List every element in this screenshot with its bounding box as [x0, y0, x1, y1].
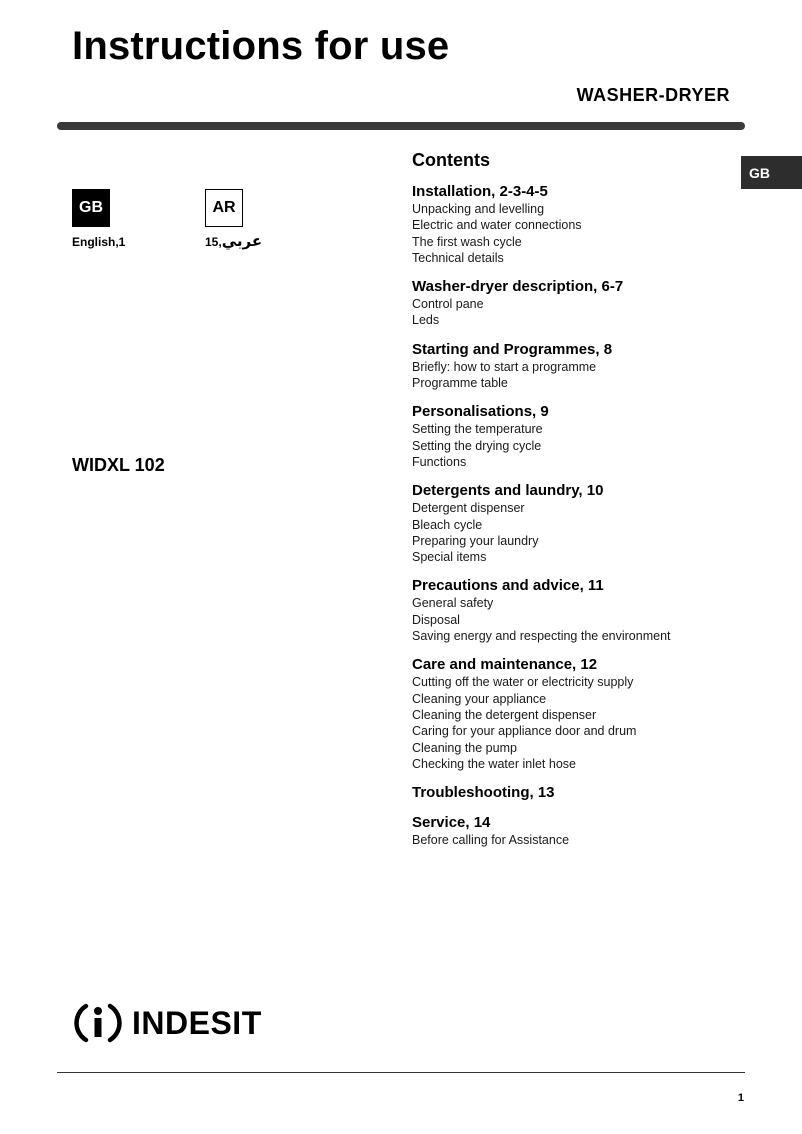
- list-item: Setting the drying cycle: [412, 438, 542, 453]
- language-label-page: ,15: [205, 235, 222, 249]
- contents-section: [412, 814, 742, 848]
- contents-section: [412, 403, 742, 470]
- section-items: [412, 359, 742, 392]
- list-item: Cleaning the detergent dispenser: [412, 707, 597, 722]
- list-item: Cleaning the pump: [412, 740, 517, 755]
- section-title: Service, 14: [412, 814, 491, 832]
- list-item: General safety: [412, 596, 494, 611]
- contents-sections: [412, 183, 742, 848]
- list-item: Technical details: [412, 250, 504, 265]
- section-title: Personalisations, 9: [412, 403, 549, 421]
- list-item: Unpacking and levelling: [412, 202, 545, 216]
- section-title: Care and maintenance, 12: [412, 656, 598, 674]
- section-items: [412, 595, 742, 644]
- section-title: Troubleshooting, 13: [412, 784, 555, 802]
- list-item: Bleach cycle: [412, 517, 483, 532]
- indesit-logo-icon: [72, 998, 124, 1048]
- list-item: Checking the water inlet hose: [412, 756, 576, 771]
- section-title: Precautions and advice, 11: [412, 577, 604, 595]
- contents-section: [412, 278, 742, 329]
- brand-name: INDESIT: [132, 1005, 262, 1041]
- list-item: Leds: [412, 313, 440, 328]
- section-title: Washer-dryer description, 6-7: [412, 278, 624, 296]
- section-items: [412, 421, 742, 470]
- model-number: WIDXL 102: [72, 455, 165, 475]
- section-items: [412, 296, 742, 329]
- section-title: Detergents and laundry, 10: [412, 482, 604, 500]
- section-title: Starting and Programmes, 8: [412, 340, 613, 358]
- top-divider: [57, 122, 745, 130]
- language-badge-gb: [72, 189, 110, 227]
- product-type: WASHER-DRYER: [576, 85, 730, 105]
- contents-section: [412, 784, 742, 802]
- contents-heading: Contents: [412, 150, 490, 170]
- contents-section: [412, 656, 742, 772]
- page-number: 1: [737, 1092, 744, 1104]
- list-item: Saving energy and respecting the environment: [412, 629, 671, 644]
- contents-section: [412, 577, 742, 644]
- indesit-logo: [72, 998, 262, 1048]
- language-label-gb: English,1: [72, 235, 126, 249]
- language-code: GB: [79, 199, 103, 216]
- list-item: Caring for your appliance door and drum: [412, 724, 637, 739]
- table-of-contents: [412, 149, 742, 860]
- contents-section: [412, 183, 742, 266]
- section-items: [412, 832, 742, 848]
- list-item: Disposal: [412, 612, 460, 627]
- language-side-tab: [741, 156, 802, 189]
- list-item: Programme table: [412, 376, 508, 391]
- list-item: Functions: [412, 454, 467, 469]
- section-items: [412, 201, 742, 266]
- language-label-word: عربي: [221, 233, 263, 250]
- language-label-ar: [205, 232, 264, 250]
- side-tab-label: GB: [749, 164, 770, 181]
- page-title: Instructions for use: [72, 24, 450, 68]
- section-title: Installation, 2-3-4-5: [412, 183, 548, 200]
- list-item: Cutting off the water or electricity supply: [412, 675, 634, 690]
- section-items: [412, 674, 742, 772]
- list-item: Detergent dispenser: [412, 501, 525, 516]
- list-item: The first wash cycle: [412, 234, 522, 249]
- list-item: Briefly: how to start a programme: [412, 359, 597, 374]
- list-item: Preparing your laundry: [412, 533, 539, 548]
- list-item: Special items: [412, 550, 487, 565]
- list-item: Setting the temperature: [412, 422, 543, 437]
- list-item: Control pane: [412, 297, 484, 312]
- list-item: Cleaning your appliance: [412, 691, 547, 706]
- contents-section: [412, 482, 742, 565]
- language-badge-ar: [205, 189, 243, 227]
- language-code: AR: [212, 199, 236, 216]
- contents-section: [412, 341, 742, 392]
- list-item: Electric and water connections: [412, 218, 582, 233]
- list-item: Before calling for Assistance: [412, 833, 570, 848]
- bottom-divider: [57, 1072, 745, 1073]
- section-items: [412, 500, 742, 565]
